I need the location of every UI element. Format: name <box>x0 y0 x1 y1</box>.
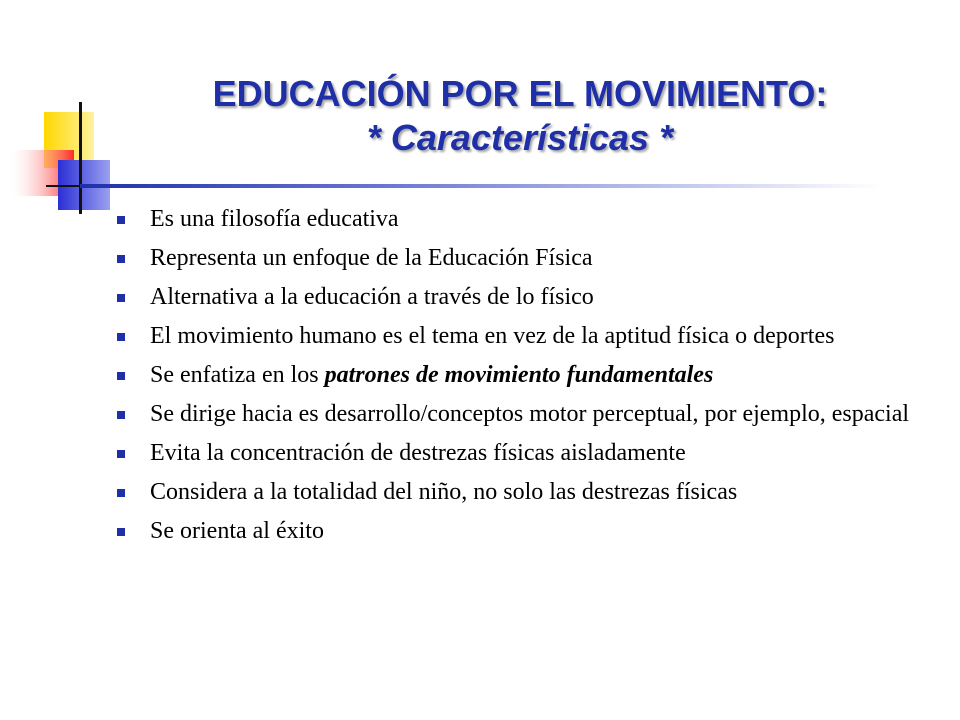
title-divider <box>80 184 880 188</box>
bullet-item <box>117 206 917 233</box>
bullet-square-icon <box>117 528 125 536</box>
bullet-text-emphasis: patrones de movimiento fundamentales <box>324 362 714 388</box>
bullet-text: Se dirige hacia es desarrollo/conceptos motor perceptual, por ejemplo, espacial <box>150 401 910 427</box>
bullet-square-icon <box>117 489 125 497</box>
bullet-list <box>117 206 917 557</box>
bullet-item <box>117 362 917 389</box>
bullet-item <box>117 518 917 545</box>
bullet-text: Es una filosofía educativa <box>150 206 399 232</box>
title-line-1: EDUCACIÓN POR EL MOVIMIENTO: <box>212 73 828 114</box>
bullet-square-icon <box>117 255 125 263</box>
bullet-text: Alternativa a la educación a través de lo físico <box>150 284 594 310</box>
bullet-text: Considera a la totalidad del niño, no solo las destrezas físicas <box>150 479 738 505</box>
bullet-item <box>117 284 917 311</box>
bullet-text: El movimiento humano es el tema en vez de la aptitud física o deportes <box>150 323 835 349</box>
bullet-text: Representa un enfoque de la Educación Física <box>150 245 593 271</box>
bullet-square-icon <box>117 294 125 302</box>
bullet-square-icon <box>117 372 125 380</box>
bullet-square-icon <box>117 216 125 224</box>
bullet-item <box>117 323 917 350</box>
bullet-item <box>117 440 917 467</box>
vertical-line <box>79 102 82 214</box>
bullet-square-icon <box>117 450 125 458</box>
bullet-item <box>117 479 917 506</box>
bullet-text-prefix: Se enfatiza en los <box>150 362 325 388</box>
title-line-2: * Características * <box>366 117 674 158</box>
bullet-square-icon <box>117 333 125 341</box>
bullet-square-icon <box>117 411 125 419</box>
bullet-item <box>117 401 917 428</box>
bullet-text: Se orienta al éxito <box>150 518 324 544</box>
page-title <box>110 72 930 160</box>
bullet-text: Evita la concentración de destrezas físicas aisladamente <box>150 440 686 466</box>
bullet-item <box>117 245 917 272</box>
